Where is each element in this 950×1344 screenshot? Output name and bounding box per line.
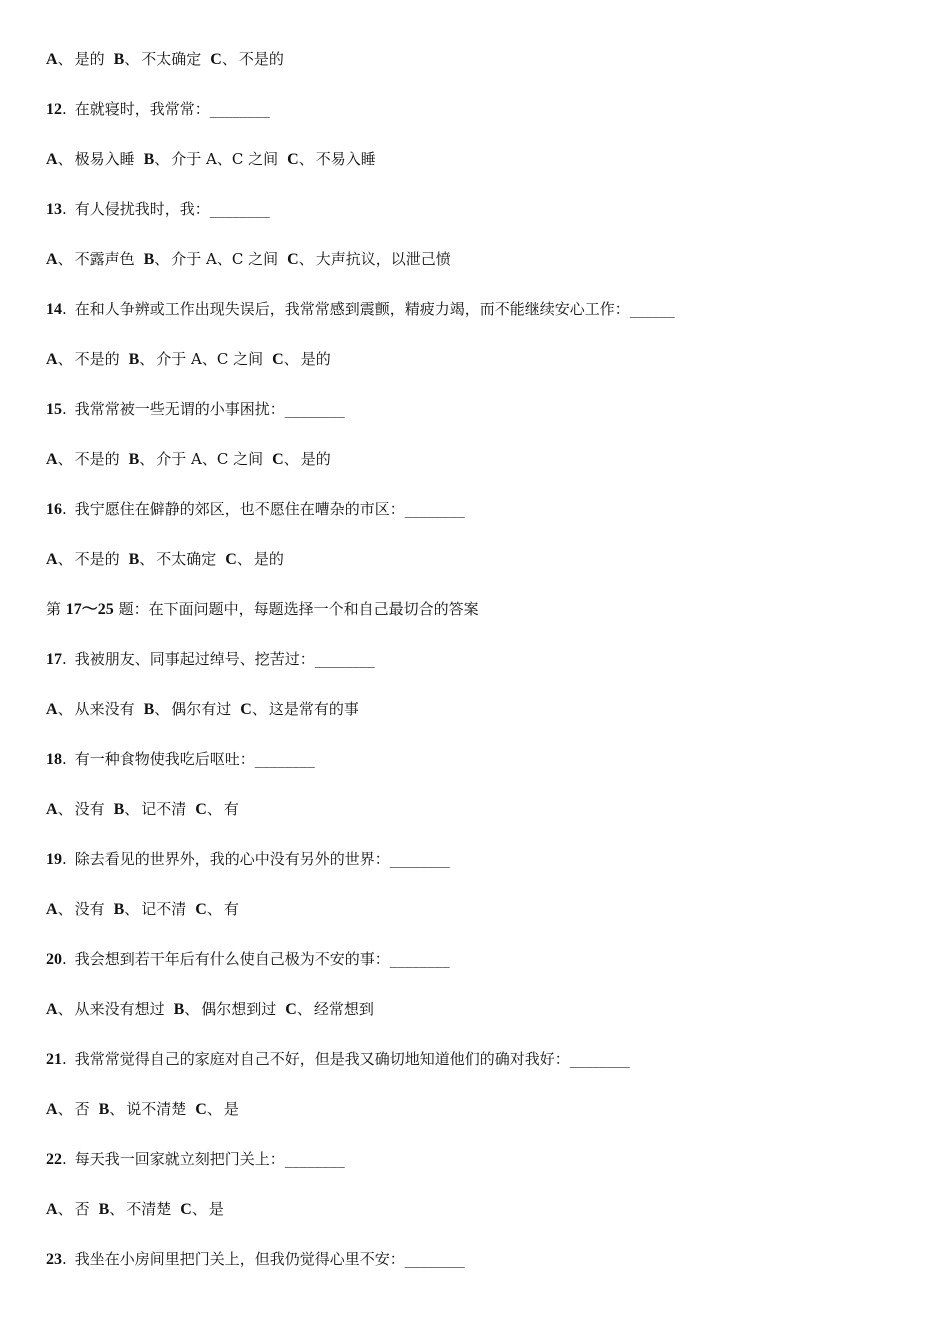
option-letter: B	[113, 801, 125, 818]
question-text: 我会想到若干年后有什么使自己极为不安的事：________	[74, 950, 450, 968]
option-text: 不是的	[238, 50, 284, 68]
option-text: 不露声色	[74, 250, 135, 268]
question-line: 20. 我会想到若干年后有什么使自己极为不安的事：________	[46, 950, 450, 968]
answer-options	[46, 996, 906, 1046]
option-letter: B	[143, 251, 155, 268]
answer-option: C、 是的	[272, 350, 331, 368]
answer-option: A、 没有	[46, 800, 105, 818]
option-letter: C	[240, 701, 252, 718]
answer-options	[46, 1196, 906, 1246]
option-text: 不太确定	[141, 50, 202, 68]
question-line: 19. 除去看见的世界外，我的心中没有另外的世界：________	[46, 850, 450, 868]
question-number: 23	[46, 1251, 62, 1268]
answer-option: B、 偶尔有过	[143, 700, 232, 718]
option-text: 介于 A、C 之间	[156, 350, 264, 368]
question-text: 有人侵扰我时，我：________	[74, 200, 270, 218]
answer-option: A、 从来没有	[46, 700, 135, 718]
option-text: 介于 A、C 之间	[171, 150, 279, 168]
option-text: 是的	[74, 50, 105, 68]
section-text: 题：在下面问题中，每题选择一个和自己最切合的答案	[113, 600, 479, 618]
section-range: 17～25	[65, 601, 114, 618]
answer-option: A、 不是的	[46, 450, 120, 468]
option-letter: C	[195, 1101, 207, 1118]
option-letter: B	[98, 1201, 110, 1218]
question-text: 除去看见的世界外，我的心中没有另外的世界：________	[74, 850, 450, 868]
option-letter: A	[46, 801, 58, 818]
option-text: 大声抗议，以泄己愤	[315, 250, 451, 268]
option-text: 是	[223, 1100, 239, 1118]
option-text: 从来没有	[74, 700, 135, 718]
document-page	[46, 46, 906, 1296]
option-letter: B	[173, 1001, 185, 1018]
option-letter: A	[46, 251, 58, 268]
answer-option: B、 介于 A、C 之间	[128, 350, 264, 368]
answer-option: A、 是的	[46, 50, 105, 68]
question-number: 19	[46, 851, 62, 868]
answer-options	[46, 546, 906, 596]
option-letter: C	[285, 1001, 297, 1018]
answer-option: B、 不太确定	[128, 550, 217, 568]
option-text: 从来没有想过	[74, 1000, 165, 1018]
answer-options	[46, 446, 906, 496]
question-number: 13	[46, 201, 62, 218]
option-text: 说不清楚	[126, 1100, 187, 1118]
question-text: 我常常被一些无谓的小事困扰：________	[74, 400, 345, 418]
question-line: 23. 我坐在小房间里把门关上，但我仍觉得心里不安：________	[46, 1250, 465, 1268]
answer-option: A、 极易入睡	[46, 150, 135, 168]
question-line: 13. 有人侵扰我时，我：________	[46, 200, 270, 218]
question-number: 22	[46, 1151, 62, 1168]
option-letter: B	[113, 51, 125, 68]
option-text: 是的	[300, 450, 331, 468]
answer-option: C、 是	[195, 1100, 239, 1118]
question-text: 每天我一回家就立刻把门关上：________	[74, 1150, 345, 1168]
option-letter: C	[180, 1201, 192, 1218]
question-line: 14. 在和人争辨或工作出现失误后，我常常感到震颤，精疲力竭，而不能继续安心工作：______	[46, 300, 675, 318]
option-text: 否	[74, 1200, 90, 1218]
option-letter: A	[46, 1001, 58, 1018]
question-number: 17	[46, 651, 62, 668]
question-number: 14	[46, 301, 62, 318]
option-letter: A	[46, 551, 58, 568]
question-line: 21. 我常常觉得自己的家庭对自己不好，但是我又确切地知道他们的确对我好：________	[46, 1050, 630, 1068]
answer-option: B、 介于 A、C 之间	[143, 250, 279, 268]
question-number: 21	[46, 1051, 62, 1068]
option-text: 不是的	[74, 550, 120, 568]
option-text: 这是常有的事	[268, 700, 359, 718]
question-line: 17. 我被朋友、同事起过绰号、挖苦过：________	[46, 650, 375, 668]
answer-option: B、 偶尔想到过	[173, 1000, 277, 1018]
option-letter: C	[225, 551, 237, 568]
option-letter: A	[46, 351, 58, 368]
option-letter: C	[210, 51, 222, 68]
question-number: 15	[46, 401, 62, 418]
option-text: 经常想到	[313, 1000, 374, 1018]
question-text: 我被朋友、同事起过绰号、挖苦过：________	[74, 650, 375, 668]
answer-options	[46, 796, 906, 846]
question-text: 我常常觉得自己的家庭对自己不好，但是我又确切地知道他们的确对我好：________	[74, 1050, 630, 1068]
answer-option: A、 不露声色	[46, 250, 135, 268]
option-letter: B	[128, 551, 140, 568]
answer-options	[46, 246, 906, 296]
option-letter: A	[46, 51, 58, 68]
option-text: 是的	[253, 550, 284, 568]
question-line: 16. 我宁愿住在僻静的郊区，也不愿住在嘈杂的市区：________	[46, 500, 465, 518]
section-prefix: 第	[46, 600, 66, 618]
option-letter: A	[46, 151, 58, 168]
answer-option: B、 介于 A、C 之间	[143, 150, 279, 168]
answer-options	[46, 896, 906, 946]
option-letter: C	[272, 351, 284, 368]
answer-option: A、 否	[46, 1200, 90, 1218]
option-letter: A	[46, 451, 58, 468]
option-letter: C	[287, 151, 299, 168]
option-text: 介于 A、C 之间	[156, 450, 264, 468]
question-text: 我宁愿住在僻静的郊区，也不愿住在嘈杂的市区：________	[74, 500, 465, 518]
option-text: 不易入睡	[315, 150, 376, 168]
answer-option: C、 经常想到	[285, 1000, 374, 1018]
answer-option: C、 有	[195, 800, 239, 818]
answer-option: C、 大声抗议，以泄己愤	[287, 250, 451, 268]
option-text: 不清楚	[126, 1200, 172, 1218]
answer-option: C、 是的	[272, 450, 331, 468]
answer-options	[46, 696, 906, 746]
question-text: 我坐在小房间里把门关上，但我仍觉得心里不安：________	[74, 1250, 465, 1268]
answer-option: C、 不易入睡	[287, 150, 376, 168]
option-letter: A	[46, 901, 58, 918]
question-number: 16	[46, 501, 62, 518]
question-number: 20	[46, 951, 62, 968]
answer-option: B、 记不清	[113, 800, 187, 818]
option-text: 偶尔有过	[171, 700, 232, 718]
question-number: 18	[46, 751, 62, 768]
section-instruction	[46, 596, 906, 646]
option-letter: B	[143, 701, 155, 718]
option-text: 没有	[74, 900, 105, 918]
option-letter: B	[143, 151, 155, 168]
option-letter: B	[128, 451, 140, 468]
answer-options	[46, 146, 906, 196]
option-letter: B	[98, 1101, 110, 1118]
option-text: 不太确定	[156, 550, 217, 568]
option-letter: A	[46, 1101, 58, 1118]
answer-option: C、 是的	[225, 550, 284, 568]
answer-option: C、 有	[195, 900, 239, 918]
question-number: 12	[46, 101, 62, 118]
answer-option: A、 从来没有想过	[46, 1000, 165, 1018]
question-line: 15. 我常常被一些无谓的小事困扰：________	[46, 400, 345, 418]
option-text: 是的	[300, 350, 331, 368]
option-text: 没有	[74, 800, 105, 818]
option-letter: C	[195, 801, 207, 818]
option-text: 不是的	[74, 450, 120, 468]
option-text: 否	[74, 1100, 90, 1118]
option-letter: B	[113, 901, 125, 918]
question-line: 12. 在就寝时，我常常：________	[46, 100, 270, 118]
option-text: 是	[208, 1200, 224, 1218]
answer-option: A、 没有	[46, 900, 105, 918]
question-text: 在和人争辨或工作出现失误后，我常常感到震颤，精疲力竭，而不能继续安心工作：______	[74, 300, 675, 318]
option-text: 不是的	[74, 350, 120, 368]
question-line: 22. 每天我一回家就立刻把门关上：________	[46, 1150, 345, 1168]
question-text: 有一种食物使我吃后呕吐：________	[74, 750, 315, 768]
option-text: 有	[223, 900, 239, 918]
answer-options	[46, 1096, 906, 1146]
answer-options	[46, 346, 906, 396]
answer-option: C、 是	[180, 1200, 224, 1218]
option-letter: C	[272, 451, 284, 468]
option-letter: B	[128, 351, 140, 368]
answer-options	[46, 46, 906, 96]
answer-option: B、 记不清	[113, 900, 187, 918]
option-letter: A	[46, 1201, 58, 1218]
option-text: 极易入睡	[74, 150, 135, 168]
option-text: 偶尔想到过	[201, 1000, 277, 1018]
answer-option: A、 否	[46, 1100, 90, 1118]
option-letter: C	[195, 901, 207, 918]
answer-option: B、 不太确定	[113, 50, 202, 68]
option-text: 记不清	[141, 900, 187, 918]
option-text: 记不清	[141, 800, 187, 818]
option-text: 有	[223, 800, 239, 818]
question-line: 18. 有一种食物使我吃后呕吐：________	[46, 750, 315, 768]
question-text: 在就寝时，我常常：________	[74, 100, 270, 118]
answer-option: A、 不是的	[46, 350, 120, 368]
option-letter: A	[46, 701, 58, 718]
answer-option: B、 不清楚	[98, 1200, 172, 1218]
answer-option: B、 介于 A、C 之间	[128, 450, 264, 468]
option-text: 介于 A、C 之间	[171, 250, 279, 268]
answer-option: C、 这是常有的事	[240, 700, 359, 718]
answer-option: A、 不是的	[46, 550, 120, 568]
answer-option: C、 不是的	[210, 50, 284, 68]
answer-option: B、 说不清楚	[98, 1100, 187, 1118]
option-letter: C	[287, 251, 299, 268]
